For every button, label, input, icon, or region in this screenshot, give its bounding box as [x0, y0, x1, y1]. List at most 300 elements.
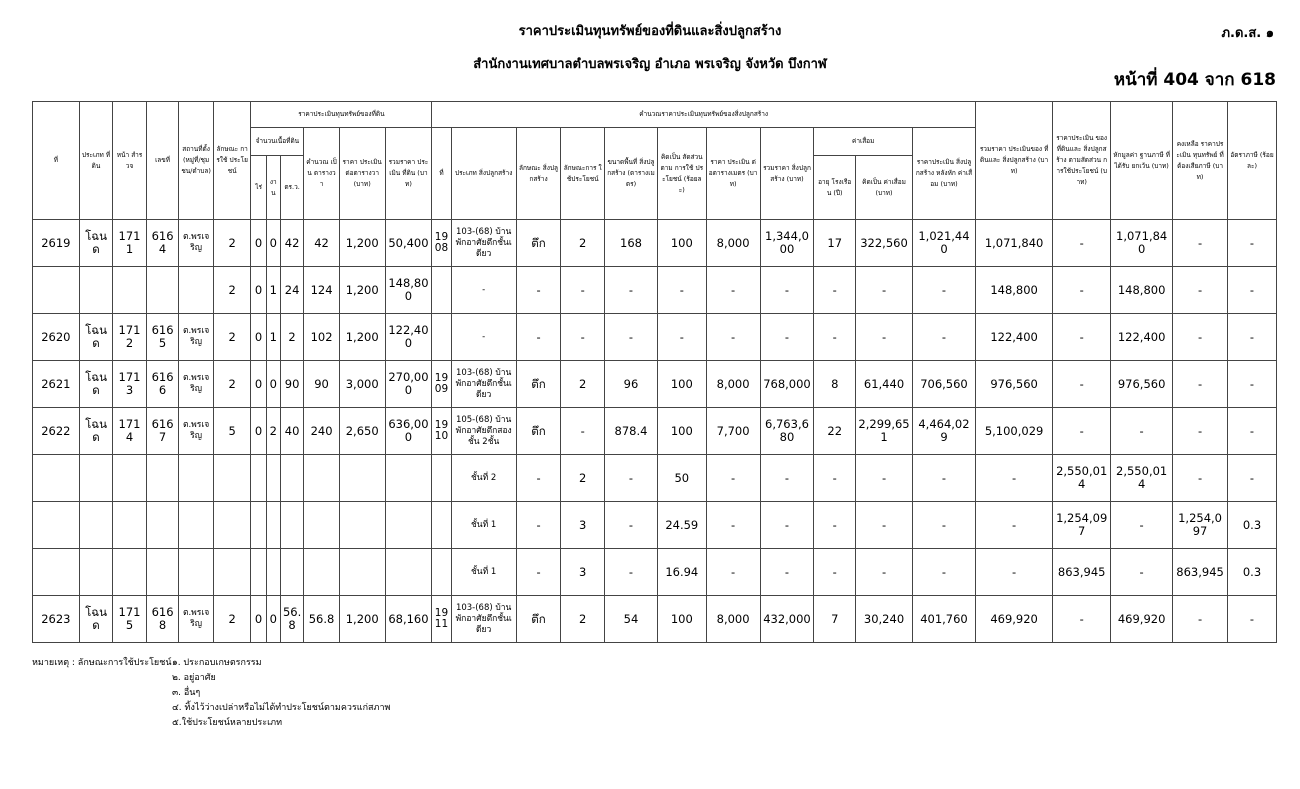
cell-b-percent: 100 — [657, 408, 706, 455]
cell-b-type: 103-(68) บ้านพักอาศัยตึกชั้นเดียว — [451, 596, 516, 643]
cell-remaining: 1,254,097 — [1173, 502, 1228, 549]
cell-calc-sqwa: 90 — [304, 361, 340, 408]
cell-location: ต.พรเจริญ — [179, 361, 214, 408]
cell-b-percent: 100 — [657, 220, 706, 267]
col-building-type: ประเภท สิ่งปลูกสร้าง — [451, 128, 516, 220]
cell-survey-page: 1712 — [113, 314, 147, 361]
cell-b-area: 878.4 — [605, 408, 658, 455]
cell-land-total — [385, 549, 432, 596]
cell-price-per-sqwa: 1,200 — [339, 267, 385, 314]
cell-land-total — [385, 455, 432, 502]
cell-location — [179, 549, 214, 596]
col-remaining: คงเหลือ ราคาประเมิน ทุนทรัพย์ ที่ต้องเสียภาษี (บาท) — [1173, 102, 1228, 220]
cell-no — [33, 502, 80, 549]
cell-b-area: 54 — [605, 596, 658, 643]
cell-location: ต.พรเจริญ — [179, 596, 214, 643]
cell-grand-total: - — [975, 455, 1052, 502]
cell-remaining: - — [1173, 361, 1228, 408]
cell-land-type: โฉนด — [79, 220, 113, 267]
cell-grand-total: 122,400 — [975, 314, 1052, 361]
cell-price-per-sqwa: 3,000 — [339, 361, 385, 408]
cell-b-type: - — [451, 314, 516, 361]
form-code: ภ.ด.ส. ๑ — [1221, 26, 1274, 41]
cell-remaining: - — [1173, 596, 1228, 643]
cell-price-per-sqwa — [339, 502, 385, 549]
cell-b-usage: 2 — [561, 361, 605, 408]
cell-b-age: - — [814, 267, 856, 314]
cell-b-usage: 2 — [561, 596, 605, 643]
cell-b-no — [432, 455, 451, 502]
col-group-building: คำนวณราคาประเมินทุนทรัพย์ของสิ่งปลูกสร้าง — [432, 102, 976, 128]
cell-b-age: 7 — [814, 596, 856, 643]
cell-rai — [251, 455, 266, 502]
cell-ngan: 1 — [266, 314, 280, 361]
cell-deed-no — [146, 549, 179, 596]
col-building-dep: คิดเป็น ค่าเสื่อม (บาท) — [856, 156, 913, 220]
cell-ngan — [266, 455, 280, 502]
cell-b-type: ชั้นที่ 1 — [451, 549, 516, 596]
cell-exemption: 122,400 — [1111, 314, 1173, 361]
cell-remaining: - — [1173, 267, 1228, 314]
col-group-area: จำนวนเนื้อที่ดิน — [251, 128, 304, 156]
cell-land-type — [79, 267, 113, 314]
cell-b-usage: 2 — [561, 455, 605, 502]
cell-b-age: - — [814, 549, 856, 596]
cell-exemption: 148,800 — [1111, 267, 1173, 314]
cell-survey-page: 1715 — [113, 596, 147, 643]
cell-b-usage: 3 — [561, 549, 605, 596]
cell-b-after-dep: 1,021,440 — [912, 220, 975, 267]
cell-calc-sqwa: 42 — [304, 220, 340, 267]
cell-b-kind: - — [516, 549, 561, 596]
cell-b-dep: 30,240 — [856, 596, 913, 643]
col-calc-sqwa: คำนวณ เป็น ตารางวา — [304, 128, 340, 220]
cell-proportion: - — [1053, 314, 1111, 361]
cell-b-price-sqm: 8,000 — [706, 361, 760, 408]
cell-b-kind: - — [516, 502, 561, 549]
cell-remaining: - — [1173, 220, 1228, 267]
cell-b-kind: ตึก — [516, 596, 561, 643]
cell-ngan: 0 — [266, 220, 280, 267]
cell-b-no — [432, 314, 451, 361]
cell-ngan — [266, 502, 280, 549]
cell-calc-sqwa — [304, 502, 340, 549]
cell-grand-total: 5,100,029 — [975, 408, 1052, 455]
cell-b-type: - — [451, 267, 516, 314]
cell-tax-rate: - — [1228, 408, 1277, 455]
table-row — [33, 314, 1277, 361]
cell-land-type: โฉนด — [79, 314, 113, 361]
cell-grand-total: - — [975, 549, 1052, 596]
cell-b-total: - — [760, 455, 814, 502]
cell-b-after-dep: - — [912, 502, 975, 549]
note-item: ๔. ทิ้งไว้ว่างเปล่าหรือไม่ได้ทำประโยชน์ตามควรแก่สภาพ — [172, 703, 391, 713]
cell-land-type — [79, 455, 113, 502]
cell-b-type: 103-(68) บ้านพักอาศัยตึกชั้นเดียว — [451, 361, 516, 408]
cell-b-dep: - — [856, 455, 913, 502]
cell-calc-sqwa: 124 — [304, 267, 340, 314]
cell-b-area: 96 — [605, 361, 658, 408]
cell-no — [33, 549, 80, 596]
page-indicator: หน้าที่ 404 จาก 618 — [1113, 70, 1276, 90]
cell-land-type: โฉนด — [79, 596, 113, 643]
cell-usage: 2 — [213, 220, 251, 267]
cell-b-total: - — [760, 549, 814, 596]
cell-sqwa: 24 — [280, 267, 303, 314]
cell-no: 2623 — [33, 596, 80, 643]
cell-deed-no: 6165 — [146, 314, 179, 361]
col-tax-rate: อัตราภาษี (ร้อยละ) — [1228, 102, 1277, 220]
col-building-no: ที่ — [432, 128, 451, 220]
cell-proportion: - — [1053, 267, 1111, 314]
cell-b-dep: 322,560 — [856, 220, 913, 267]
cell-deed-no: 6168 — [146, 596, 179, 643]
cell-rai: 0 — [251, 408, 266, 455]
table-body — [33, 220, 1277, 643]
cell-price-per-sqwa: 1,200 — [339, 596, 385, 643]
cell-b-no: 1908 — [432, 220, 451, 267]
col-location: สถานที่ตั้ง(หมู่ที่/ชุมชน/ตำบล) — [179, 102, 214, 220]
cell-b-kind: - — [516, 314, 561, 361]
cell-ngan: 0 — [266, 596, 280, 643]
cell-b-type: 105-(68) บ้านพักอาศัยตึกสองชั้น 2ชั้น — [451, 408, 516, 455]
cell-grand-total: 148,800 — [975, 267, 1052, 314]
col-building-kind: ลักษณะ สิ่งปลูกสร้าง — [516, 128, 561, 220]
cell-b-age: 22 — [814, 408, 856, 455]
cell-b-no — [432, 267, 451, 314]
col-grand-total: รวมราคา ประเมินของ ที่ดินและ สิ่งปลูกสร้าง (บาท) — [975, 102, 1052, 220]
col-exemption: หักมูลค่า ฐานภาษี ที่ได้รับ ยกเว้น (บาท) — [1111, 102, 1173, 220]
table-row — [33, 455, 1277, 502]
cell-tax-rate: - — [1228, 267, 1277, 314]
cell-no: 2621 — [33, 361, 80, 408]
cell-survey-page: 1711 — [113, 220, 147, 267]
table-row — [33, 596, 1277, 643]
cell-b-kind: ตึก — [516, 361, 561, 408]
cell-land-total: 270,000 — [385, 361, 432, 408]
cell-b-type: ชั้นที่ 1 — [451, 502, 516, 549]
cell-rai — [251, 549, 266, 596]
cell-ngan: 1 — [266, 267, 280, 314]
table-row — [33, 267, 1277, 314]
cell-usage: 2 — [213, 314, 251, 361]
cell-sqwa — [280, 502, 303, 549]
cell-usage: 5 — [213, 408, 251, 455]
cell-b-price-sqm: - — [706, 314, 760, 361]
cell-grand-total: 1,071,840 — [975, 220, 1052, 267]
cell-remaining: 863,945 — [1173, 549, 1228, 596]
col-survey-page: หน้า สำรวจ — [113, 102, 147, 220]
cell-land-total — [385, 502, 432, 549]
cell-location: ต.พรเจริญ — [179, 408, 214, 455]
cell-b-after-dep: 706,560 — [912, 361, 975, 408]
cell-b-percent: 50 — [657, 455, 706, 502]
cell-location: ต.พรเจริญ — [179, 220, 214, 267]
notes-list — [172, 656, 390, 731]
cell-sqwa: 90 — [280, 361, 303, 408]
cell-location — [179, 455, 214, 502]
cell-b-after-dep: 4,464,029 — [912, 408, 975, 455]
cell-b-area: - — [605, 549, 658, 596]
cell-b-percent: - — [657, 314, 706, 361]
cell-land-total: 122,400 — [385, 314, 432, 361]
cell-rai — [251, 502, 266, 549]
cell-calc-sqwa: 240 — [304, 408, 340, 455]
cell-exemption: 976,560 — [1111, 361, 1173, 408]
col-building-after-dep: ราคาประเมิน สิ่งปลูกสร้าง หลังหัก ค่าเสื่อม (บาท) — [912, 128, 975, 220]
cell-b-price-sqm: 8,000 — [706, 220, 760, 267]
cell-b-percent: 16.94 — [657, 549, 706, 596]
cell-b-dep: - — [856, 267, 913, 314]
col-building-age: อายุ โรงเรือน (ปี) — [814, 156, 856, 220]
cell-ngan — [266, 549, 280, 596]
cell-b-kind: ตึก — [516, 408, 561, 455]
cell-b-age: - — [814, 502, 856, 549]
cell-proportion: - — [1053, 596, 1111, 643]
cell-usage: 2 — [213, 361, 251, 408]
cell-sqwa — [280, 455, 303, 502]
cell-b-kind: ตึก — [516, 220, 561, 267]
cell-b-dep: 61,440 — [856, 361, 913, 408]
cell-b-percent: 100 — [657, 596, 706, 643]
cell-land-type: โฉนด — [79, 408, 113, 455]
col-building-percent: คิดเป็น สัดส่วนตาม การใช้ ประโยชน์ (ร้อยละ) — [657, 128, 706, 220]
cell-b-kind: - — [516, 267, 561, 314]
cell-b-usage: 2 — [561, 220, 605, 267]
cell-location — [179, 267, 214, 314]
cell-b-total: 1,344,000 — [760, 220, 814, 267]
cell-b-dep: - — [856, 502, 913, 549]
cell-b-no: 1909 — [432, 361, 451, 408]
cell-exemption: - — [1111, 502, 1173, 549]
cell-calc-sqwa — [304, 455, 340, 502]
cell-price-per-sqwa — [339, 549, 385, 596]
cell-b-after-dep: - — [912, 455, 975, 502]
document-subtitle: สำนักงานเทศบาลตำบลพรเจริญ อำเภอ พรเจริญ จังหวัด บึงกาฬ — [473, 57, 827, 72]
cell-b-price-sqm: - — [706, 549, 760, 596]
cell-land-total: 148,800 — [385, 267, 432, 314]
cell-tax-rate: - — [1228, 455, 1277, 502]
col-land-total: รวมราคา ประเมิน ที่ดิน (บาท) — [385, 128, 432, 220]
cell-b-area: - — [605, 314, 658, 361]
cell-calc-sqwa: 56.8 — [304, 596, 340, 643]
cell-no: 2619 — [33, 220, 80, 267]
cell-land-total: 50,400 — [385, 220, 432, 267]
cell-b-price-sqm: 7,700 — [706, 408, 760, 455]
cell-tax-rate: - — [1228, 596, 1277, 643]
cell-calc-sqwa — [304, 549, 340, 596]
cell-b-age: - — [814, 314, 856, 361]
cell-sqwa: 40 — [280, 408, 303, 455]
col-group-land: ราคาประเมินทุนทรัพย์ของที่ดิน — [251, 102, 432, 128]
cell-b-price-sqm: - — [706, 455, 760, 502]
cell-b-type: 103-(68) บ้านพักอาศัยตึกชั้นเดียว — [451, 220, 516, 267]
cell-b-area: - — [605, 455, 658, 502]
cell-proportion: 863,945 — [1053, 549, 1111, 596]
col-price-per-sqwa: ราคา ประเมิน ต่อตารางวา (บาท) — [339, 128, 385, 220]
cell-rai: 0 — [251, 314, 266, 361]
cell-ngan: 0 — [266, 361, 280, 408]
notes-label: หมายเหตุ : ลักษณะการใช้ประโยชน์ — [32, 658, 172, 668]
cell-exemption: 2,550,014 — [1111, 455, 1173, 502]
col-building-area: ขนาดพื้นที่ สิ่งปลูกสร้าง (ตารางเมตร) — [605, 128, 658, 220]
document-title: ราคาประเมินทุนทรัพย์ของที่ดินและสิ่งปลูกสร้าง — [518, 24, 782, 39]
cell-b-no: 1911 — [432, 596, 451, 643]
cell-b-kind: - — [516, 455, 561, 502]
cell-b-no — [432, 549, 451, 596]
col-ngan: งาน — [266, 156, 280, 220]
cell-rai: 0 — [251, 361, 266, 408]
cell-remaining: - — [1173, 408, 1228, 455]
cell-rai: 0 — [251, 267, 266, 314]
cell-grand-total: 469,920 — [975, 596, 1052, 643]
cell-b-total: - — [760, 502, 814, 549]
cell-price-per-sqwa: 1,200 — [339, 220, 385, 267]
cell-b-total: 768,000 — [760, 361, 814, 408]
cell-land-type — [79, 549, 113, 596]
cell-b-percent: - — [657, 267, 706, 314]
cell-survey-page — [113, 549, 147, 596]
cell-proportion: - — [1053, 408, 1111, 455]
table-row — [33, 361, 1277, 408]
col-rai: ไร่ — [251, 156, 266, 220]
cell-b-percent: 24.59 — [657, 502, 706, 549]
cell-exemption: 469,920 — [1111, 596, 1173, 643]
cell-proportion: - — [1053, 361, 1111, 408]
cell-no — [33, 267, 80, 314]
cell-survey-page — [113, 502, 147, 549]
col-building-usage: ลักษณะการ ใช้ประโยชน์ — [561, 128, 605, 220]
cell-b-percent: 100 — [657, 361, 706, 408]
cell-exemption: 1,071,840 — [1111, 220, 1173, 267]
cell-usage — [213, 549, 251, 596]
cell-b-age: 8 — [814, 361, 856, 408]
cell-b-after-dep: - — [912, 267, 975, 314]
cell-sqwa: 42 — [280, 220, 303, 267]
col-building-price-sqm: ราคา ประเมิน ต่อตารางเมตร (บาท) — [706, 128, 760, 220]
cell-rai: 0 — [251, 596, 266, 643]
cell-b-after-dep: 401,760 — [912, 596, 975, 643]
cell-ngan: 2 — [266, 408, 280, 455]
cell-proportion: - — [1053, 220, 1111, 267]
cell-land-type: โฉนด — [79, 361, 113, 408]
table-row — [33, 502, 1277, 549]
col-deed-no: เลขที่ — [146, 102, 179, 220]
table-row — [33, 549, 1277, 596]
cell-b-no — [432, 502, 451, 549]
table-row — [33, 408, 1277, 455]
cell-location: ต.พรเจริญ — [179, 314, 214, 361]
col-proportion: ราคาประเมิน ของที่ดินและ สิ่งปลูกสร้าง ตามสัดส่วน การใช้ประโยชน์ (บาท) — [1053, 102, 1111, 220]
cell-deed-no: 6167 — [146, 408, 179, 455]
cell-sqwa: 56.8 — [280, 596, 303, 643]
cell-tax-rate: - — [1228, 361, 1277, 408]
note-item: ๒. อยู่อาศัย — [172, 673, 216, 683]
cell-b-price-sqm: - — [706, 267, 760, 314]
cell-survey-page: 1714 — [113, 408, 147, 455]
assessment-table — [32, 101, 1277, 643]
cell-land-type — [79, 502, 113, 549]
note-item: ๓. อื่นๆ — [172, 688, 201, 698]
cell-b-price-sqm: - — [706, 502, 760, 549]
col-usage: ลักษณะ การใช้ ประโยชน์ — [213, 102, 251, 220]
cell-deed-no — [146, 455, 179, 502]
cell-b-area: - — [605, 267, 658, 314]
cell-b-usage: - — [561, 267, 605, 314]
cell-b-total: 432,000 — [760, 596, 814, 643]
cell-b-no: 1910 — [432, 408, 451, 455]
cell-tax-rate: - — [1228, 314, 1277, 361]
cell-b-after-dep: - — [912, 314, 975, 361]
cell-deed-no: 6164 — [146, 220, 179, 267]
cell-deed-no: 6166 — [146, 361, 179, 408]
cell-deed-no — [146, 267, 179, 314]
cell-b-age: - — [814, 455, 856, 502]
cell-tax-rate: 0.3 — [1228, 549, 1277, 596]
cell-b-usage: - — [561, 408, 605, 455]
cell-deed-no — [146, 502, 179, 549]
cell-exemption: - — [1111, 408, 1173, 455]
cell-b-type: ชั้นที่ 2 — [451, 455, 516, 502]
col-land-type: ประเภท ที่ดิน — [79, 102, 113, 220]
cell-sqwa: 2 — [280, 314, 303, 361]
cell-b-total: - — [760, 314, 814, 361]
cell-price-per-sqwa: 1,200 — [339, 314, 385, 361]
cell-b-usage: 3 — [561, 502, 605, 549]
note-item: ๕.ใช้ประโยชน์หลายประเภท — [172, 718, 283, 728]
cell-usage — [213, 502, 251, 549]
cell-proportion: 2,550,014 — [1053, 455, 1111, 502]
table-row — [33, 220, 1277, 267]
col-no: ที่ — [33, 102, 80, 220]
cell-calc-sqwa: 102 — [304, 314, 340, 361]
cell-grand-total: 976,560 — [975, 361, 1052, 408]
cell-tax-rate: 0.3 — [1228, 502, 1277, 549]
cell-survey-page — [113, 267, 147, 314]
cell-b-price-sqm: 8,000 — [706, 596, 760, 643]
col-sqwa: ตร.ว. — [280, 156, 303, 220]
cell-no — [33, 455, 80, 502]
cell-no: 2622 — [33, 408, 80, 455]
cell-proportion: 1,254,097 — [1053, 502, 1111, 549]
cell-b-dep: - — [856, 314, 913, 361]
cell-tax-rate: - — [1228, 220, 1277, 267]
cell-land-total: 636,000 — [385, 408, 432, 455]
cell-b-total: - — [760, 267, 814, 314]
cell-usage: 2 — [213, 267, 251, 314]
cell-rai: 0 — [251, 220, 266, 267]
cell-remaining: - — [1173, 314, 1228, 361]
cell-usage: 2 — [213, 596, 251, 643]
cell-b-age: 17 — [814, 220, 856, 267]
cell-survey-page — [113, 455, 147, 502]
col-building-total: รวมราคา สิ่งปลูกสร้าง (บาท) — [760, 128, 814, 220]
cell-b-dep: - — [856, 549, 913, 596]
cell-no: 2620 — [33, 314, 80, 361]
cell-usage — [213, 455, 251, 502]
cell-b-usage: - — [561, 314, 605, 361]
cell-land-total: 68,160 — [385, 596, 432, 643]
cell-b-area: - — [605, 502, 658, 549]
cell-b-area: 168 — [605, 220, 658, 267]
cell-price-per-sqwa: 2,650 — [339, 408, 385, 455]
cell-grand-total: - — [975, 502, 1052, 549]
note-item: ๑. ประกอบเกษตรกรรม — [172, 658, 262, 668]
cell-b-after-dep: - — [912, 549, 975, 596]
cell-exemption: - — [1111, 549, 1173, 596]
col-group-depreciation: ค่าเสื่อม — [814, 128, 913, 156]
cell-remaining: - — [1173, 455, 1228, 502]
